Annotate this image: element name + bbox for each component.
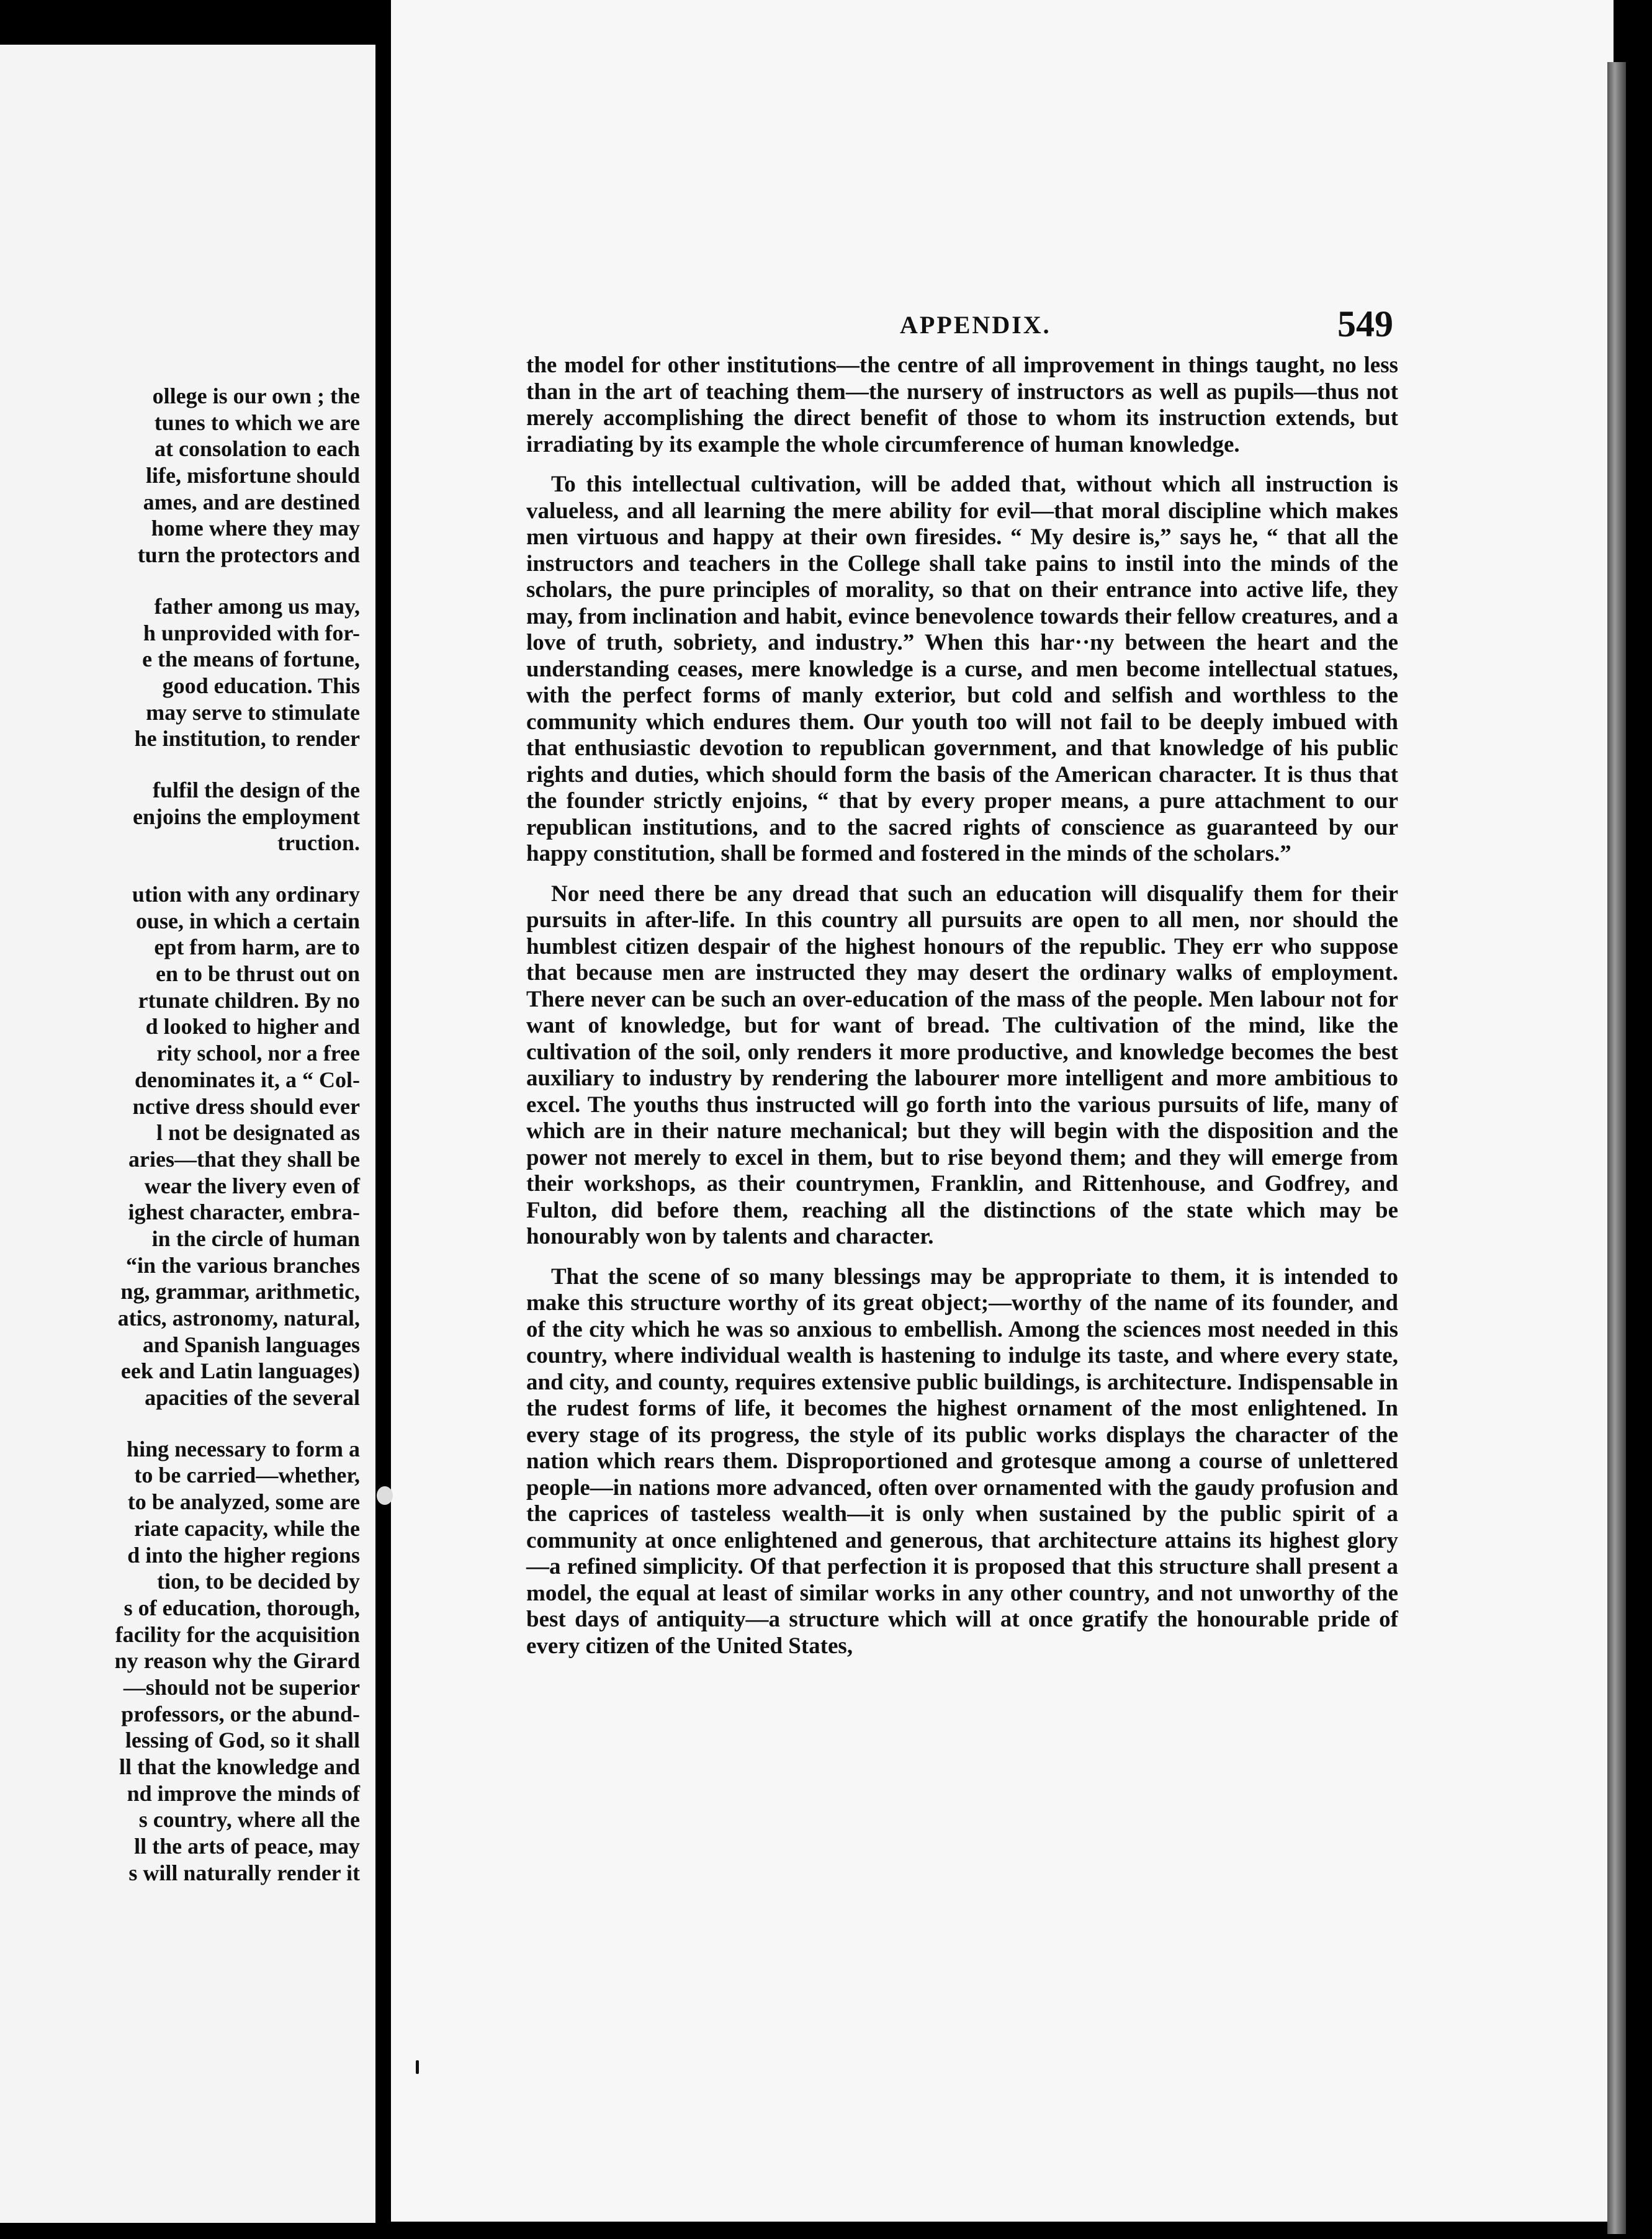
left-page-line: may serve to stimulate [146,699,360,725]
left-page-line: hing necessary to form a [127,1436,360,1461]
left-page-line: to be analyzed, some are [127,1489,360,1515]
left-page-line: nd improve the minds of [127,1780,360,1806]
running-header: APPENDIX. [900,311,1051,339]
left-page-line: facility for the acquisition [115,1622,360,1647]
left-page-line: ution with any ordinary [132,882,360,907]
left-page-line: l not be designated as [156,1120,360,1146]
left-page-line: turn the protectors and [137,542,360,568]
left-page-line: home where they may [151,516,360,541]
block-gap [12,568,360,593]
left-page-line: rity school, nor a free [156,1041,360,1066]
left-page-line: ny reason why the Girard [114,1648,360,1674]
left-page-line: wear the livery even of [144,1173,360,1198]
left-page-line: “in the various branches [125,1252,360,1278]
left-page-line: ollege is our own ; the [152,384,360,408]
left-page-line: en to be thrust out on [155,961,360,987]
left-page-line: tunes to which we are [154,410,360,435]
left-page-line: and Spanish languages [142,1332,360,1357]
left-page-line: ll the arts of peace, may [134,1834,360,1859]
left-page-line: d looked to higher and [145,1014,360,1039]
ink-blot [377,1486,393,1505]
left-page [0,45,375,2223]
left-page-line: to be carried—whether, [134,1463,360,1488]
left-page-line: s of education, thorough, [123,1595,360,1620]
block-gap [12,1411,360,1436]
paragraph: To this intellectual cultivation, will be added that, without which all instruction is valueless, and all learning the mere ability for evil—that moral discipline which makes men virtuous and happy at their own firesides. “ My desire is,” says he, “ that all the instructors and teachers in the College shall take pains to instil into the minds of the scholars, the pure principles of morality, so that on their entrance into active life, they may, from inclination and habit, evince benevolence towards their fellow creatures, and a love of truth, sobriety, and industry.” When this har··ny between the heart and the understanding ceases, mere knowledge is a curse, and men become intellectual statues, with the perfect forms of manly exterior, but cold and selfish and worthless to the community which endures them. Our youth too will not fail to be deeply imbued with that enthusiastic devotion to republican government, and that knowledge of his public rights and duties, which should form the basis of the American character. It is thus that the founder strictly enjoins, “ that by every proper means, a pure attachment to our republican institutions, and to the sacred rights of conscience as guaranteed by our happy constitution, shall be formed and fostered in the minds of the scholars.” [526,472,1398,866]
left-page-line: apacities of the several [145,1385,360,1411]
left-page-line: eek and Latin languages) [120,1358,360,1384]
paragraph: That the scene of so many blessings may be appropriate to them, it is intended to make this structure worthy of its great object;—worthy of the name of its founder, and of the city which he was so anxious to embellish. Among the sciences most needed in this country, where individual wealth is hastening to indulge its taste, and where every state, and city, and county, requires extensive public buildings, is architecture. Indispensable in the rudest forms of life, it becomes the highest ornament of the most enlightened. In every stage of its progress, the style of its public works displays the character of the nation which rears them. Disproportioned and grotesque among a course of unlettered people—in nations more advanced, often over ornamented with the gaudy profusion and the caprices of tasteless wealth—it is only when sustained by the public spirit of a community at once enlightened and generous, that architecture attains its highest glory—a refined simplicity. Of that perfection it is proposed that this structure shall present a model, the equal at least of similar works in any other country, and not unworthy of the best days of antiquity—a structure which will at once gratify the honourable pride of every citizen of the United States, [526,1263,1398,1659]
left-page-line: d into the higher regions [127,1542,360,1568]
left-page-line: e the means of fortune, [142,647,360,672]
block-gap [12,856,360,881]
left-page-line: s country, where all the [138,1807,360,1833]
left-page-line: tion, to be decided by [156,1569,360,1594]
left-page-line: father among us may, [154,593,360,619]
paragraph: Nor need there be any dread that such an education will disqualify them for their pursuits in after-life. In this country all pursuits are open to all men, nor should the humblest citizen despair of the highest honours of the republic. They err who suppose that because men are instructed they may desert the ordinary walks of employment. There never can be such an over-education of the mass of the people. Men labour not for want of knowledge, but for want of bread. The cultivation of the mind, like the cultivation of the soil, only renders it more productive, and knowledge becomes the best auxiliary to industry by rendering the labourer more intelligent and more ambitious to excel. The youths thus instructed will go forth into the various pursuits of life, many of which are in their nature mechanical; but they will begin with the disposition and the power not merely to excel in them, but to rise beyond them; and they will emerge from their workshops, as their countrymen, Franklin, and Rittenhouse, and Godfrey, and Fulton, did before them, reaching all the distinctions of the state which may be honourably won by talents and character. [526,881,1398,1249]
left-page-line: ng, grammar, arithmetic, [120,1279,360,1304]
left-page-line: good education. This [162,673,360,698]
page-number: 549 [1337,303,1393,344]
page-edge [1607,62,1626,2234]
page-body [526,352,1398,1673]
book-gutter [375,37,391,2239]
left-page-line: life, misfortune should [145,463,360,488]
left-page-line: rtunate children. By no [138,987,360,1013]
left-page-line: s will naturally render it [128,1860,360,1885]
left-page-line: professors, or the abund- [121,1701,360,1726]
left-page-line: h unprovided with for- [143,620,360,645]
left-page-line: enjoins the employment [133,804,360,829]
left-page-line: ll that the knowledge and [119,1754,360,1779]
left-page-line: truction. [277,830,360,856]
block-gap [12,752,360,777]
left-page-line: aries—that they shall be [128,1146,360,1172]
left-page-line: fulfil the design of the [152,777,360,802]
left-page-text [12,383,360,1886]
left-page-line: at consolation to each [155,436,360,462]
paragraph: the model for other institutions—the centre of all improvement in things taught, no less than in the art of teaching them—the nursery of instructors as well as pupils—thus not merely accomplishing the direct benefit of those to whom its instruction extends, but irradiating by its example the whole circumference of human knowledge. [526,352,1398,457]
left-page-line: in the circle of human [151,1226,360,1251]
left-page-line: he institution, to render [134,726,360,752]
left-page-line: atics, astronomy, natural, [117,1306,360,1330]
left-page-line: —should not be superior [123,1674,360,1700]
left-page-line: nctive dress should ever [132,1093,360,1119]
left-page-line: ighest character, embra- [128,1200,360,1225]
left-page-line: ept from harm, are to [154,935,360,960]
left-page-line: denominates it, a “ Col- [135,1067,360,1092]
left-page-line: riate capacity, while the [134,1515,360,1541]
left-page-line: ouse, in which a certain [135,908,360,933]
left-page-line: lessing of God, so it shall [125,1728,360,1753]
left-page-line: ames, and are destined [143,489,360,514]
ink-speck [416,2060,419,2074]
